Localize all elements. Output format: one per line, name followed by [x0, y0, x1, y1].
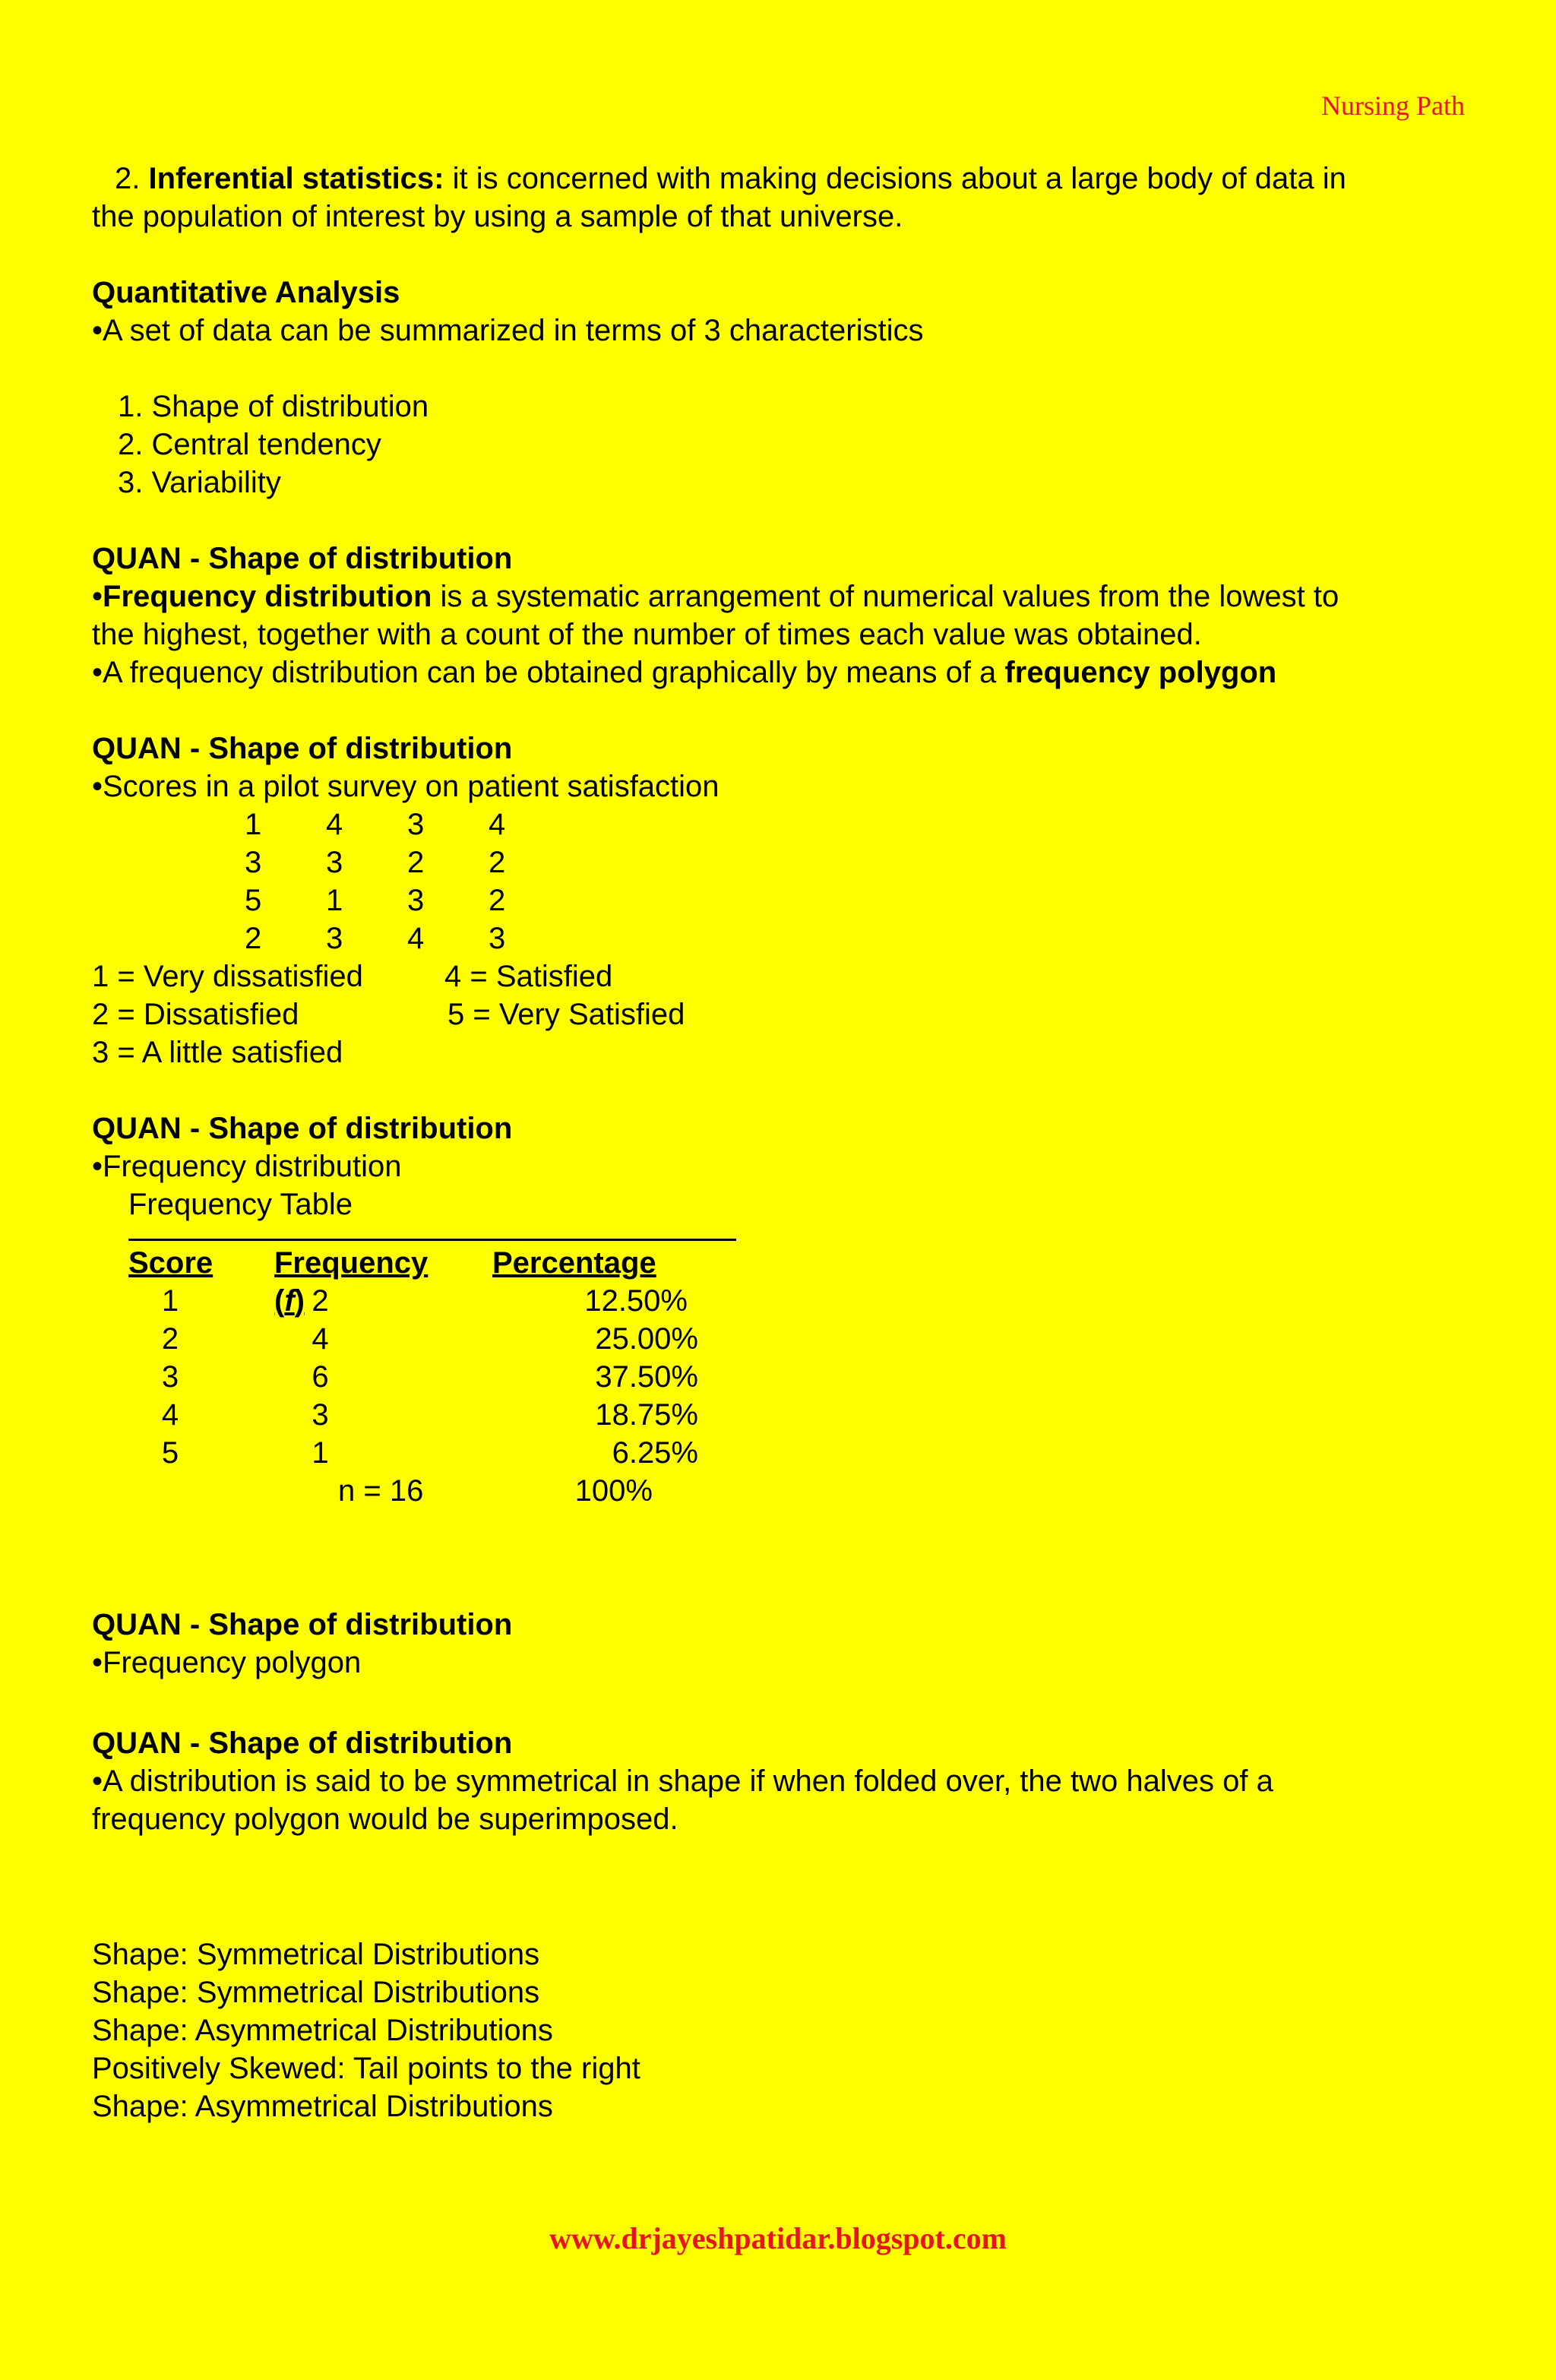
cell-score: 3 — [161, 1360, 179, 1394]
col-header-frequency-close: ) — [294, 1284, 305, 1318]
freq-b2-term: frequency polygon — [1004, 656, 1277, 689]
intro-text-2: the population of interest by using a sample of that universe. — [92, 200, 903, 233]
table-total-row — [128, 1472, 736, 1510]
shape-line: Shape: Asymmetrical Distributions — [92, 2090, 553, 2123]
cell-score: 2 — [161, 1322, 179, 1356]
scores-grid — [92, 805, 1475, 957]
freq-text-2: the highest, together with a count of the number of times each value was obtained. — [92, 618, 1202, 651]
col-header-percentage: Percentage — [492, 1246, 656, 1280]
score-cell: 3 — [326, 846, 343, 879]
section-heading: QUAN - Shape of distribution — [92, 1608, 513, 1641]
score-cell: 3 — [489, 922, 506, 955]
cell-frequency: 6 — [312, 1360, 329, 1394]
quant-bullet: •A set of data can be summarized in terms of 3 characteristics — [92, 314, 924, 347]
page-content — [92, 160, 1475, 2125]
legend-row — [92, 1033, 1475, 1071]
scores-bullet: •Scores in a pilot survey on patient satisfaction — [92, 770, 719, 803]
table-bullet: •Frequency distribution — [92, 1150, 402, 1183]
scores-row — [92, 919, 1475, 957]
page-footer-url: www.drjayeshpatidar.blogspot.com — [549, 2221, 1007, 2255]
cell-frequency: 4 — [312, 1322, 329, 1356]
intro-paragraph — [92, 160, 1475, 198]
shape-line: Shape: Asymmetrical Distributions — [92, 2014, 553, 2047]
scores-row — [92, 805, 1475, 843]
score-cell: 3 — [326, 922, 343, 955]
legend-row — [92, 957, 1475, 995]
col-header-frequency-f: f — [284, 1284, 295, 1318]
section-heading: QUAN - Shape of distribution — [92, 1726, 513, 1760]
cell-frequency: 2 — [312, 1284, 329, 1318]
score-cell: 3 — [245, 846, 262, 879]
intro-number: 2. — [115, 162, 141, 195]
cell-percentage: 12.50% — [584, 1284, 688, 1318]
score-cell: 4 — [326, 808, 343, 841]
score-cell: 3 — [407, 808, 425, 841]
table-row — [128, 1282, 736, 1320]
shape-line: Shape: Symmetrical Distributions — [92, 1938, 540, 1971]
score-cell: 4 — [407, 922, 425, 955]
polygon-bullet: •Frequency polygon — [92, 1646, 362, 1679]
col-header-score: Score — [128, 1246, 213, 1280]
score-cell: 2 — [245, 922, 262, 955]
section-heading: QUAN - Shape of distribution — [92, 542, 513, 575]
list-item: 1. Shape of distribution — [118, 390, 429, 423]
cell-frequency: 3 — [312, 1398, 329, 1432]
cell-score: 1 — [161, 1284, 179, 1318]
cell-frequency: 1 — [312, 1436, 329, 1470]
legend-item: 3 = A little satisfied — [92, 1036, 343, 1069]
freq-term: Frequency distribution — [103, 580, 432, 613]
table-row — [128, 1396, 736, 1434]
table-caption: Frequency Table — [128, 1188, 353, 1221]
cell-total-percentage: 100% — [574, 1474, 653, 1508]
section-heading: QUAN - Shape of distribution — [92, 1112, 513, 1145]
cell-percentage: 18.75% — [595, 1398, 698, 1432]
col-header-frequency — [212, 1244, 429, 1318]
intro-text-1: it is concerned with making decisions about a large body of data in — [444, 162, 1346, 195]
quant-heading: Quantitative Analysis — [92, 276, 400, 309]
legend-item: 1 = Very dissatisfied — [92, 960, 363, 993]
freq-bullet-1: •Frequency distribution is a systematic arrangement of numerical values from the lowest to — [92, 580, 1339, 613]
score-cell: 2 — [489, 884, 506, 917]
score-cell: 3 — [407, 884, 425, 917]
sym-text-1: •A distribution is said to be symmetrical in shape if when folded over, the two halves of a — [92, 1764, 1273, 1798]
list-item: 3. Variability — [118, 466, 281, 499]
legend-item: 5 = Very Satisfied — [448, 998, 685, 1031]
cell-percentage: 37.50% — [595, 1360, 698, 1394]
page-header: Nursing Path — [1321, 90, 1465, 121]
score-cell: 2 — [407, 846, 425, 879]
score-cell: 1 — [326, 884, 343, 917]
cell-percentage: 6.25% — [612, 1436, 698, 1470]
cell-percentage: 25.00% — [595, 1322, 698, 1356]
cell-score: 5 — [161, 1436, 179, 1470]
cell-total-n: n = 16 — [338, 1474, 424, 1508]
score-cell: 4 — [489, 808, 506, 841]
intro-term: Inferential statistics: — [148, 162, 444, 195]
list-item: 2. Central tendency — [118, 428, 381, 461]
col-header-frequency-text: Frequency ( — [274, 1246, 429, 1318]
cell-empty — [128, 1472, 212, 1510]
score-cell: 5 — [245, 884, 262, 917]
sym-text-2: frequency polygon would be superimposed. — [92, 1802, 678, 1836]
cell-score: 4 — [161, 1398, 179, 1432]
scores-row — [92, 881, 1475, 919]
scores-row — [92, 843, 1475, 881]
frequency-table — [128, 1239, 736, 1510]
table-row — [128, 1358, 736, 1396]
score-cell: 1 — [245, 808, 262, 841]
table-row — [128, 1434, 736, 1472]
table-row — [128, 1320, 736, 1358]
section-heading: QUAN - Shape of distribution — [92, 732, 513, 765]
shape-line: Positively Skewed: Tail points to the right — [92, 2052, 640, 2085]
freq-text: is a systematic arrangement of numerical values from the lowest to — [432, 580, 1339, 613]
freq-b2-text: A frequency distribution can be obtained graphically by means of a — [103, 656, 1005, 689]
legend-item: 4 = Satisfied — [444, 960, 613, 993]
shape-line: Shape: Symmetrical Distributions — [92, 1976, 540, 2009]
score-cell: 2 — [489, 846, 506, 879]
freq-bullet-2: •A frequency distribution can be obtained graphically by means of a frequency polygon — [92, 656, 1277, 689]
legend-row — [92, 995, 1475, 1033]
legend-item: 2 = Dissatisfied — [92, 998, 299, 1031]
